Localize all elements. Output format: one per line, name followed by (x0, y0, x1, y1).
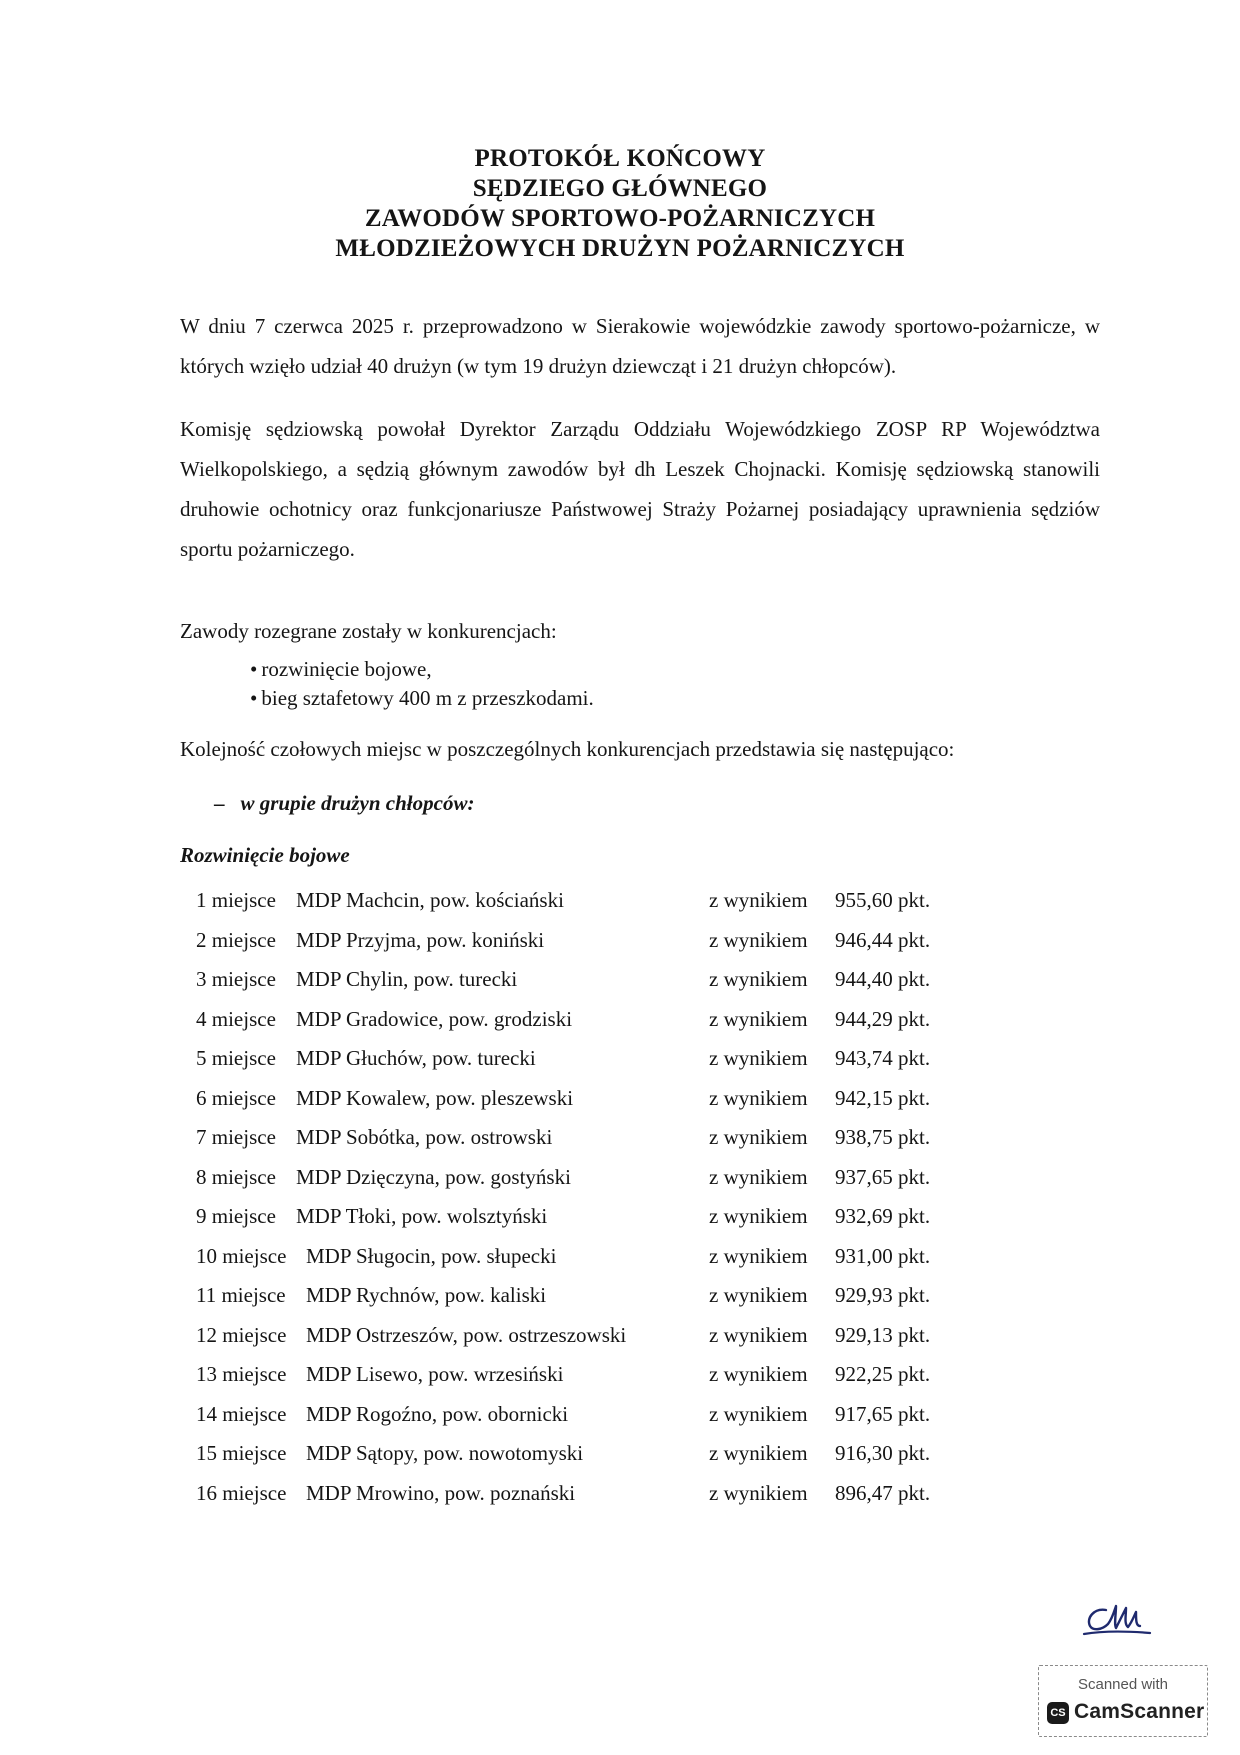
team-cell: MDP Rychnów, pow. kaliski (306, 1283, 547, 1307)
place-cell: 9 miejsce (196, 1204, 276, 1228)
team-cell: MDP Sobótka, pow. ostrowski (296, 1125, 553, 1149)
table-row (0, 1201, 1240, 1241)
table-row (0, 1438, 1240, 1478)
result-label-cell: z wynikiem (709, 1401, 808, 1426)
place-cell: 8 miejsce (196, 1164, 276, 1189)
result-label-cell: z wynikiem (709, 1243, 808, 1268)
score-cell: 943,74 pkt. (835, 1046, 931, 1070)
place-cell: 11 miejsce (196, 1283, 286, 1307)
result-label-cell: z wynikiem (709, 967, 808, 991)
place-cell: 5 miejsce (196, 1046, 276, 1070)
group-heading (214, 789, 474, 817)
score-cell: 937,65 pkt. (835, 1164, 931, 1189)
title-line-4: MŁODZIEŻOWYCH DRUŻYN POŻARNICZYCH (335, 235, 905, 262)
score-cell: 929,13 pkt. (835, 1322, 931, 1347)
team-cell: MDP Rogoźno, pow. obornicki (306, 1401, 569, 1426)
result-label-cell: z wynikiem (709, 1362, 808, 1386)
team-cell: MDP Gradowice, pow. grodziski (296, 1006, 573, 1031)
result-label-cell: z wynikiem (709, 1006, 808, 1031)
result-label-cell: z wynikiem (709, 1125, 808, 1149)
table-row (0, 1478, 1240, 1518)
result-label-cell: z wynikiem (709, 888, 808, 912)
table-row (0, 925, 1240, 965)
team-cell: MDP Sługocin, pow. słupecki (306, 1243, 557, 1268)
results-table (0, 885, 1240, 1517)
team-cell: MDP Machcin, pow. kościański (296, 888, 564, 912)
place-cell: 10 miejsce (196, 1243, 287, 1268)
place-cell: 16 miejsce (196, 1480, 287, 1505)
committee-paragraph: Komisję sędziowską powołał Dyrektor Zarządu Oddziału Wojewódzkiego ZOSP RP Województwa Wielkopolskiego, a sędzią głównym zawodów był dh Leszek Chojnacki. Komisję sędziowską stanowili druhowie ochotnicy oraz funkcjonariusze Państwowej Straży Pożarnej posiadający uprawnienia sędziów sportu pożarniczego. (180, 417, 1100, 561)
table-row (0, 1280, 1240, 1320)
section-title: Rozwinięcie bojowe (180, 843, 350, 867)
score-cell: 955,60 pkt. (835, 888, 931, 912)
place-cell: 13 miejsce (196, 1362, 287, 1386)
table-row (0, 1004, 1240, 1044)
competitions-list (250, 655, 594, 713)
list-item: • bieg sztafetowy 400 m z przeszkodami. (250, 684, 594, 713)
result-label-cell: z wynikiem (709, 1204, 808, 1228)
table-row (0, 1043, 1240, 1083)
table-row (0, 1162, 1240, 1202)
group-dash: – (214, 791, 225, 815)
result-label-cell: z wynikiem (709, 1322, 808, 1347)
team-cell: MDP Lisewo, pow. wrzesiński (306, 1362, 564, 1386)
table-row (0, 1122, 1240, 1162)
title-line-3: ZAWODÓW SPORTOWO-POŻARNICZYCH (364, 205, 876, 232)
table-row (0, 1241, 1240, 1281)
group-label: w grupie drużyn chłopców: (240, 791, 475, 815)
place-cell: 3 miejsce (196, 967, 276, 991)
score-cell: 896,47 pkt. (835, 1480, 931, 1505)
score-cell: 932,69 pkt. (835, 1204, 931, 1228)
competitions-intro: Zawody rozegrane zostały w konkurencjach: (180, 619, 557, 643)
document-title (0, 144, 1240, 264)
intro-paragraph: W dniu 7 czerwca 2025 r. przeprowadzono w Sierakowie wojewódzkie zawody sportowo-pożarnicze, w których wzięło udział 40 drużyn (w tym 19 drużyn dziewcząt i 21 drużyn chłopców). (180, 314, 1100, 378)
camscanner-logo-icon: CS (1047, 1702, 1069, 1724)
place-cell: 15 miejsce (196, 1441, 287, 1465)
place-cell: 6 miejsce (196, 1085, 276, 1110)
camscanner-watermark (1038, 1665, 1208, 1737)
title-line-2: SĘDZIEGO GŁÓWNEGO (472, 175, 768, 202)
result-label-cell: z wynikiem (709, 1164, 808, 1189)
score-cell: 931,00 pkt. (835, 1243, 931, 1268)
score-cell: 929,93 pkt. (835, 1283, 931, 1307)
title-line-1: PROTOKÓŁ KOŃCOWY (474, 145, 766, 172)
place-cell: 14 miejsce (196, 1401, 287, 1426)
order-intro: Kolejność czołowych miejsc w poszczególnych konkurencjach przedstawia się następująco: (180, 737, 955, 761)
table-row (0, 1320, 1240, 1360)
result-label-cell: z wynikiem (709, 1046, 808, 1070)
table-row (0, 964, 1240, 1004)
list-item: • rozwinięcie bojowe, (250, 655, 594, 684)
score-cell: 938,75 pkt. (835, 1125, 931, 1149)
place-cell: 4 miejsce (196, 1006, 276, 1031)
score-cell: 922,25 pkt. (835, 1362, 931, 1386)
watermark-brand: CamScanner (1074, 1700, 1205, 1723)
score-cell: 944,29 pkt. (835, 1006, 931, 1031)
team-cell: MDP Przyjma, pow. koniński (296, 927, 545, 952)
table-row (0, 1399, 1240, 1439)
watermark-top-text: Scanned with (1077, 1676, 1169, 1693)
table-row (0, 1083, 1240, 1123)
team-cell: MDP Dzięczyna, pow. gostyński (296, 1164, 571, 1189)
result-label-cell: z wynikiem (709, 1085, 808, 1110)
place-cell: 1 miejsce (196, 888, 276, 912)
team-cell: MDP Kowalew, pow. pleszewski (296, 1085, 574, 1110)
team-cell: MDP Głuchów, pow. turecki (296, 1046, 536, 1070)
place-cell: 12 miejsce (196, 1322, 287, 1347)
team-cell: MDP Sątopy, pow. nowotomyski (306, 1441, 584, 1465)
team-cell: MDP Chylin, pow. turecki (296, 967, 518, 991)
place-cell: 2 miejsce (196, 927, 276, 952)
score-cell: 917,65 pkt. (835, 1401, 931, 1426)
place-cell: 7 miejsce (196, 1125, 276, 1149)
signature-icon (1080, 1600, 1154, 1640)
team-cell: MDP Mrowino, pow. poznański (306, 1480, 576, 1505)
team-cell: MDP Ostrzeszów, pow. ostrzeszowski (306, 1322, 627, 1347)
table-row (0, 885, 1240, 925)
result-label-cell: z wynikiem (709, 927, 808, 952)
team-cell: MDP Tłoki, pow. wolsztyński (296, 1204, 548, 1228)
score-cell: 946,44 pkt. (835, 927, 931, 952)
score-cell: 942,15 pkt. (835, 1085, 931, 1110)
result-label-cell: z wynikiem (709, 1480, 808, 1505)
result-label-cell: z wynikiem (709, 1441, 808, 1465)
score-cell: 916,30 pkt. (835, 1441, 931, 1465)
table-row (0, 1359, 1240, 1399)
score-cell: 944,40 pkt. (835, 967, 931, 991)
result-label-cell: z wynikiem (709, 1283, 808, 1307)
